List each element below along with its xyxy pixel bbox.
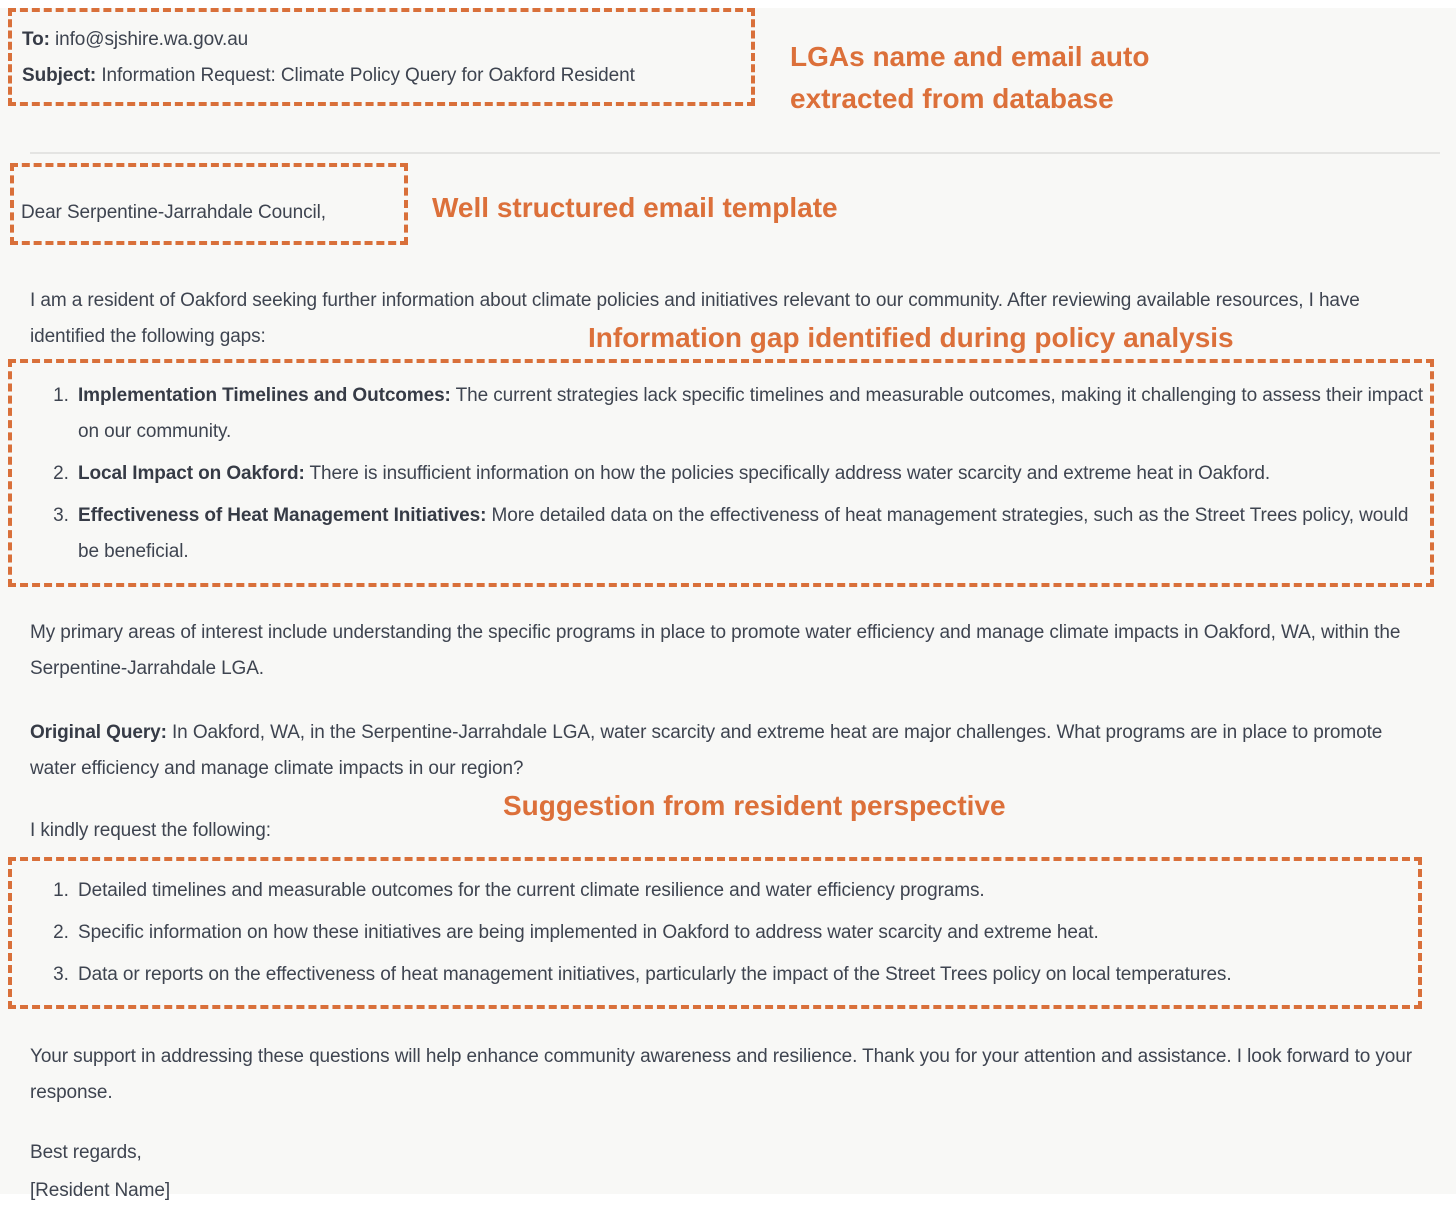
email-header-box [8,8,755,106]
gap-item-2-title: Local Impact on Oakford: [78,463,305,484]
to-label: To: [22,29,50,50]
intro-paragraph: I am a resident of Oakford seeking further information about climate policies and initiatives relevant to our community. After reviewing available resources, I have identified the following gaps: [30,290,1360,347]
gaps-list [12,378,1424,570]
gap-item-3-text: More detailed data on the effectiveness of heat management strategies, such as the Street Trees policy, would be beneficial. [78,505,1409,562]
request-item-1: 1. Detailed timelines and measurable outcomes for the current climate resilience and water efficiency programs. [74,873,1412,909]
original-query-label: Original Query: [30,722,167,743]
header-divider [30,152,1440,154]
requests-list [12,873,1412,993]
closing-paragraph: Your support in addressing these questions will help enhance community awareness and resilience. Thank you for your attention and assistance. I look forward to your response. [30,1046,1412,1103]
gap-item-2-text: There is insufficient information on how the policies specifically address water scarcity and extreme heat in Oakford. [309,463,1271,484]
subject-label: Subject: [22,65,97,86]
greeting-box [10,163,408,245]
gap-item-2 [74,456,1424,492]
requests-list-box [8,857,1422,1009]
original-query-text: In Oakford, WA, in the Serpentine-Jarrahdale LGA, water scarcity and extreme heat are major challenges. What programs are in place to promote water efficiency and manage climate impacts in our region? [30,722,1383,779]
request-intro: I kindly request the following: [30,820,271,841]
gap-item-1-title: Implementation Timelines and Outcomes: [78,385,451,406]
annotation-auto-extracted: LGAs name and email auto extracted from database [790,41,1150,114]
subject-line [22,58,741,94]
gap-item-1-text: The current strategies lack specific timelines and measurable outcomes, making it challenging to assess their impact on our community. [78,385,1423,442]
email-preview-page [0,8,1456,1201]
annotation-suggestion: Suggestion from resident perspective [503,790,1006,821]
subject-value: Information Request: Climate Policy Query for Oakford Resident [101,65,635,86]
request-item-2: 2. Specific information on how these initiatives are being implemented in Oakford to address water scarcity and extreme heat. [74,915,1412,951]
annotation-email-template: Well structured email template [432,192,838,223]
annotation-info-gap: Information gap identified during policy analysis [588,322,1234,353]
request-item-3: 3. Data or reports on the effectiveness of heat management initiatives, particularly the impact of the Street Trees policy on local temperatures. [74,957,1412,993]
greeting-text: Dear Serpentine-Jarrahdale Council, [21,202,326,223]
gap-item-3 [74,498,1424,570]
gap-item-1 [74,378,1424,450]
to-value: info@sjshire.wa.gov.au [55,29,249,50]
signoff-text: Best regards, [30,1142,142,1163]
gap-item-3-title: Effectiveness of Heat Management Initiatives: [78,505,487,526]
to-line [22,22,741,58]
signature-placeholder: [Resident Name] [30,1180,171,1201]
original-query-paragraph [30,715,1426,787]
interest-paragraph: My primary areas of interest include understanding the specific programs in place to promote water efficiency and manage climate impacts in Oakford, WA, within the Serpentine-Jarrahdale LGA. [30,622,1401,679]
gaps-list-box [8,359,1434,587]
